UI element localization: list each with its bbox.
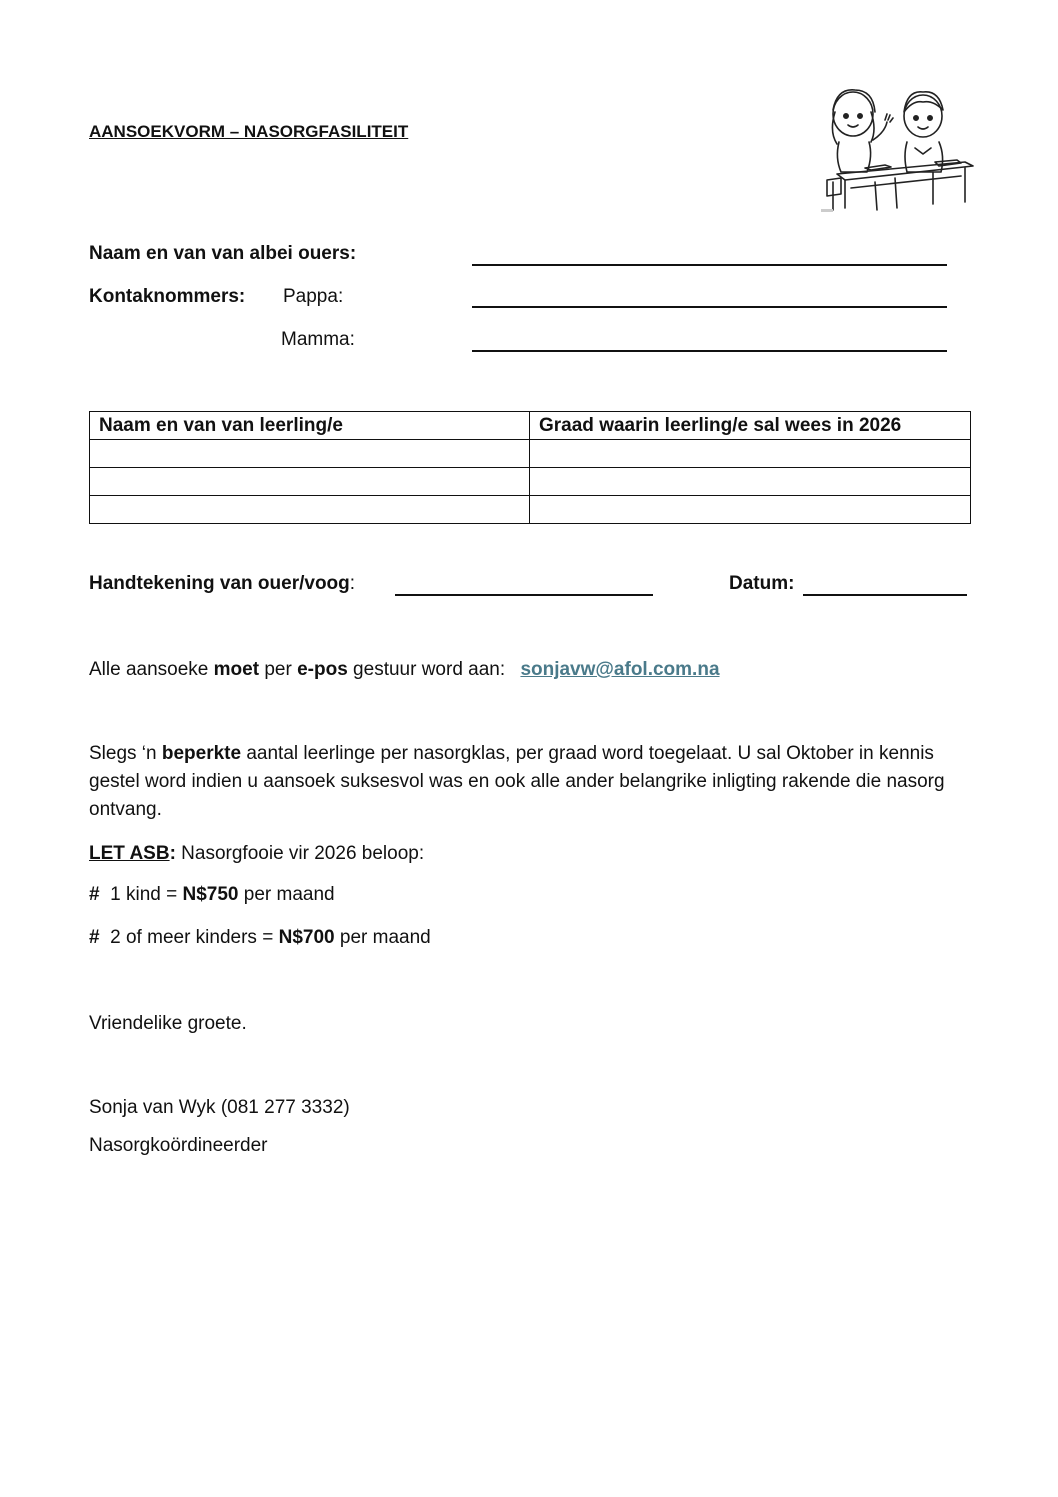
fees-intro-text: Nasorgfooie vir 2026 beloop: xyxy=(175,843,425,864)
fee-text: 1 kind = xyxy=(110,884,183,905)
date-label: Datum: xyxy=(729,573,795,594)
notice-emphasis-limited: beperkte xyxy=(161,743,242,764)
date-field[interactable] xyxy=(803,594,967,596)
fee-item-multiple-children xyxy=(89,924,431,952)
contact-numbers-label: Kontaknommers: xyxy=(89,286,246,307)
signature-label: Handtekening van ouer/voog xyxy=(89,573,350,594)
notice-paragraph xyxy=(89,740,969,824)
learner-name-cell[interactable] xyxy=(90,440,530,468)
fee-bullet: # xyxy=(89,927,100,948)
closing-greeting: Vriendelike groete. xyxy=(89,1013,247,1034)
grade-header: Graad waarin leerling/e sal wees in 2026 xyxy=(530,412,971,440)
coordinator-role: Nasorgkoördineerder xyxy=(89,1135,268,1156)
submission-text xyxy=(89,656,720,684)
fees-note-label: LET ASB xyxy=(89,843,170,864)
table-row xyxy=(90,496,971,524)
signature-colon: : xyxy=(349,573,356,594)
notice-text-part: aantal leerlinge per nasorgklas, per graad word toegelaat. U sal Oktober in kennis gestel word indien u aansoek suksesvol was en ook alle ander belangrike inligting rakende die nasorg ontvang. xyxy=(89,743,945,820)
notice-text-part: Slegs ‘n xyxy=(89,743,162,764)
grade-cell[interactable] xyxy=(530,468,971,496)
learner-name-cell[interactable] xyxy=(90,468,530,496)
learner-name-cell[interactable] xyxy=(90,496,530,524)
fee-text: per maand xyxy=(334,927,431,948)
table-row xyxy=(90,468,971,496)
fee-item-one-child xyxy=(89,881,335,909)
submission-emphasis-must: moet xyxy=(213,659,260,680)
table-header-row xyxy=(90,412,971,440)
learner-table xyxy=(89,411,971,524)
fee-amount: N$700 xyxy=(278,927,335,948)
fees-note-colon: : xyxy=(169,843,176,864)
grade-cell[interactable] xyxy=(530,440,971,468)
mother-phone-field[interactable] xyxy=(472,350,947,352)
submission-emphasis-email: e-pos xyxy=(297,659,348,680)
children-at-desk-illustration xyxy=(815,82,975,214)
submission-text-part: per xyxy=(259,659,298,680)
email-link[interactable]: sonjavw@afol.com.na xyxy=(520,659,720,680)
grade-cell[interactable] xyxy=(530,496,971,524)
coordinator-name: Sonja van Wyk (081 277 3332) xyxy=(89,1097,350,1118)
fees-heading xyxy=(89,840,424,868)
submission-text-part: Alle aansoeke xyxy=(89,659,214,680)
form-title: AANSOEKVORM – NASORGFASILITEIT xyxy=(89,122,409,141)
father-phone-field[interactable] xyxy=(472,306,947,308)
submission-text-part: gestuur word aan: xyxy=(347,659,506,680)
fee-amount: N$750 xyxy=(182,884,239,905)
signature-field[interactable] xyxy=(395,594,653,596)
father-label: Pappa: xyxy=(283,286,344,307)
parents-name-label: Naam en van van albei ouers: xyxy=(89,243,357,264)
mother-label: Mamma: xyxy=(281,329,355,350)
fee-text: 2 of meer kinders = xyxy=(110,927,279,948)
table-row xyxy=(90,440,971,468)
parents-name-field[interactable] xyxy=(472,264,947,266)
fee-bullet: # xyxy=(89,884,100,905)
learner-name-header: Naam en van van leerling/e xyxy=(90,412,530,440)
signature-line-text xyxy=(89,573,355,595)
fee-text: per maand xyxy=(238,884,335,905)
